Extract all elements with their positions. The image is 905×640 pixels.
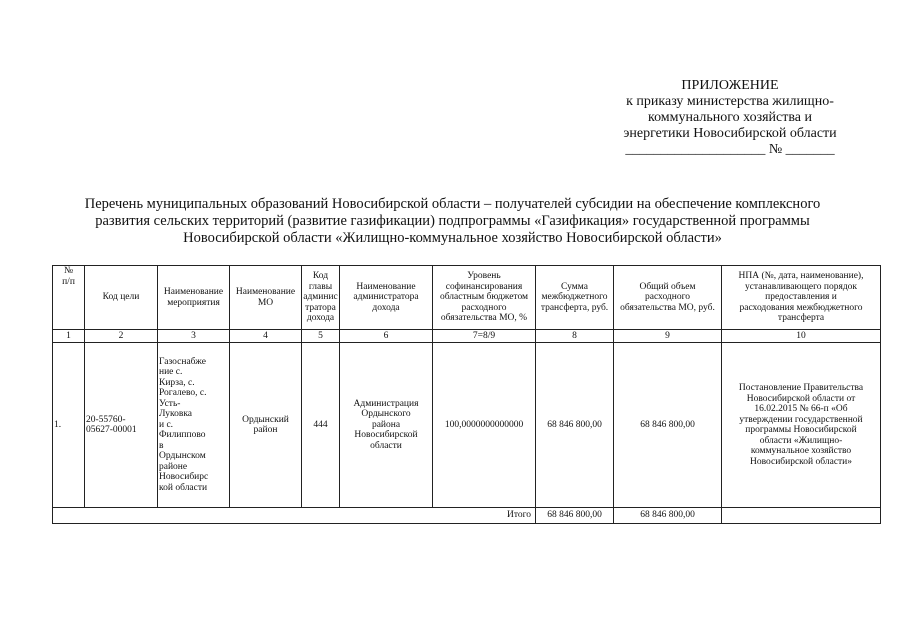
row-number: 1. bbox=[53, 343, 85, 508]
row-admin-code: 444 bbox=[302, 343, 340, 508]
row-event: Газоснабже ние с. Кирза, с. Рогалево, с. Усть- Луковка и с. Филиппово в Ордынском районе Новосибирс кой области bbox=[158, 343, 230, 508]
column-number: 3 bbox=[158, 330, 230, 343]
header-cell-number: № п/п bbox=[53, 266, 85, 330]
title-line: Новосибирской области «Жилищно-коммунальное хозяйство Новосибирской области» bbox=[183, 230, 722, 246]
document-title bbox=[40, 196, 865, 247]
header-cell-npa: НПА (№, дата, наименование), устанавливающего порядок предоставления и расходования межбюджетного трансферта bbox=[722, 266, 881, 330]
appendix-line: энергетики Новосибирской области bbox=[623, 126, 837, 141]
header-cell-obligation: Общий объем расходного обязательства МО, руб. bbox=[614, 266, 722, 330]
column-number: 7=8/9 bbox=[433, 330, 536, 343]
column-number: 1 bbox=[53, 330, 85, 343]
appendix-date-number-line: ____________________ № _______ bbox=[625, 142, 835, 157]
column-number: 5 bbox=[302, 330, 340, 343]
table-row bbox=[53, 343, 881, 508]
column-number: 2 bbox=[85, 330, 158, 343]
total-transfer: 68 846 800,00 bbox=[536, 508, 614, 524]
column-number: 9 bbox=[614, 330, 722, 343]
header-cell-admin-name: Наименование администратора дохода bbox=[340, 266, 433, 330]
column-number-row bbox=[53, 330, 881, 343]
header-cell-event: Наименование мероприятия bbox=[158, 266, 230, 330]
title-line: Перечень муниципальных образований Новосибирской области – получателей субсидии на обеспечение комплексного bbox=[84, 196, 821, 212]
total-row bbox=[53, 508, 881, 524]
row-obligation: 68 846 800,00 bbox=[614, 343, 722, 508]
column-number: 4 bbox=[230, 330, 302, 343]
row-level: 100,0000000000000 bbox=[433, 343, 536, 508]
header-cell-level: Уровень софинансирования областным бюджетом расходного обязательства МО, % bbox=[433, 266, 536, 330]
header-cell-admin-code: Код главы админис тратора дохода bbox=[302, 266, 340, 330]
column-number: 10 bbox=[722, 330, 881, 343]
column-number: 6 bbox=[340, 330, 433, 343]
title-line: развития сельских территорий (развитие газификации) подпрограммы «Газификация» государственной программы bbox=[95, 213, 810, 229]
header-cell-mo: Наименование МО bbox=[230, 266, 302, 330]
appendix-line: коммунального хозяйства и bbox=[647, 110, 813, 125]
total-label: Итого bbox=[53, 508, 536, 524]
row-mo: Ордынский район bbox=[230, 343, 302, 508]
row-admin-name: Администрация Ордынского района Новосибирской области bbox=[340, 343, 433, 508]
header-cell-transfer: Сумма межбюджетного трансферта, руб. bbox=[536, 266, 614, 330]
row-npa: Постановление Правительства Новосибирской области от 16.02.2015 № 66-п «Об утверждении государственной программы Новосибирской области «Жилищно- коммунальное хозяйство Новосибирской области» bbox=[722, 343, 881, 508]
header-cell-code: Код цели bbox=[85, 266, 158, 330]
total-empty-cell bbox=[722, 508, 881, 524]
municipalities-table bbox=[52, 265, 881, 524]
row-code: 20-55760- 05627-00001 bbox=[85, 343, 158, 508]
table-header-row bbox=[53, 266, 881, 330]
row-transfer: 68 846 800,00 bbox=[536, 343, 614, 508]
appendix-heading: ПРИЛОЖЕНИЕ bbox=[681, 78, 779, 93]
appendix-block bbox=[600, 78, 860, 158]
total-obligation: 68 846 800,00 bbox=[614, 508, 722, 524]
appendix-line: к приказу министерства жилищно- bbox=[626, 94, 834, 109]
column-number: 8 bbox=[536, 330, 614, 343]
